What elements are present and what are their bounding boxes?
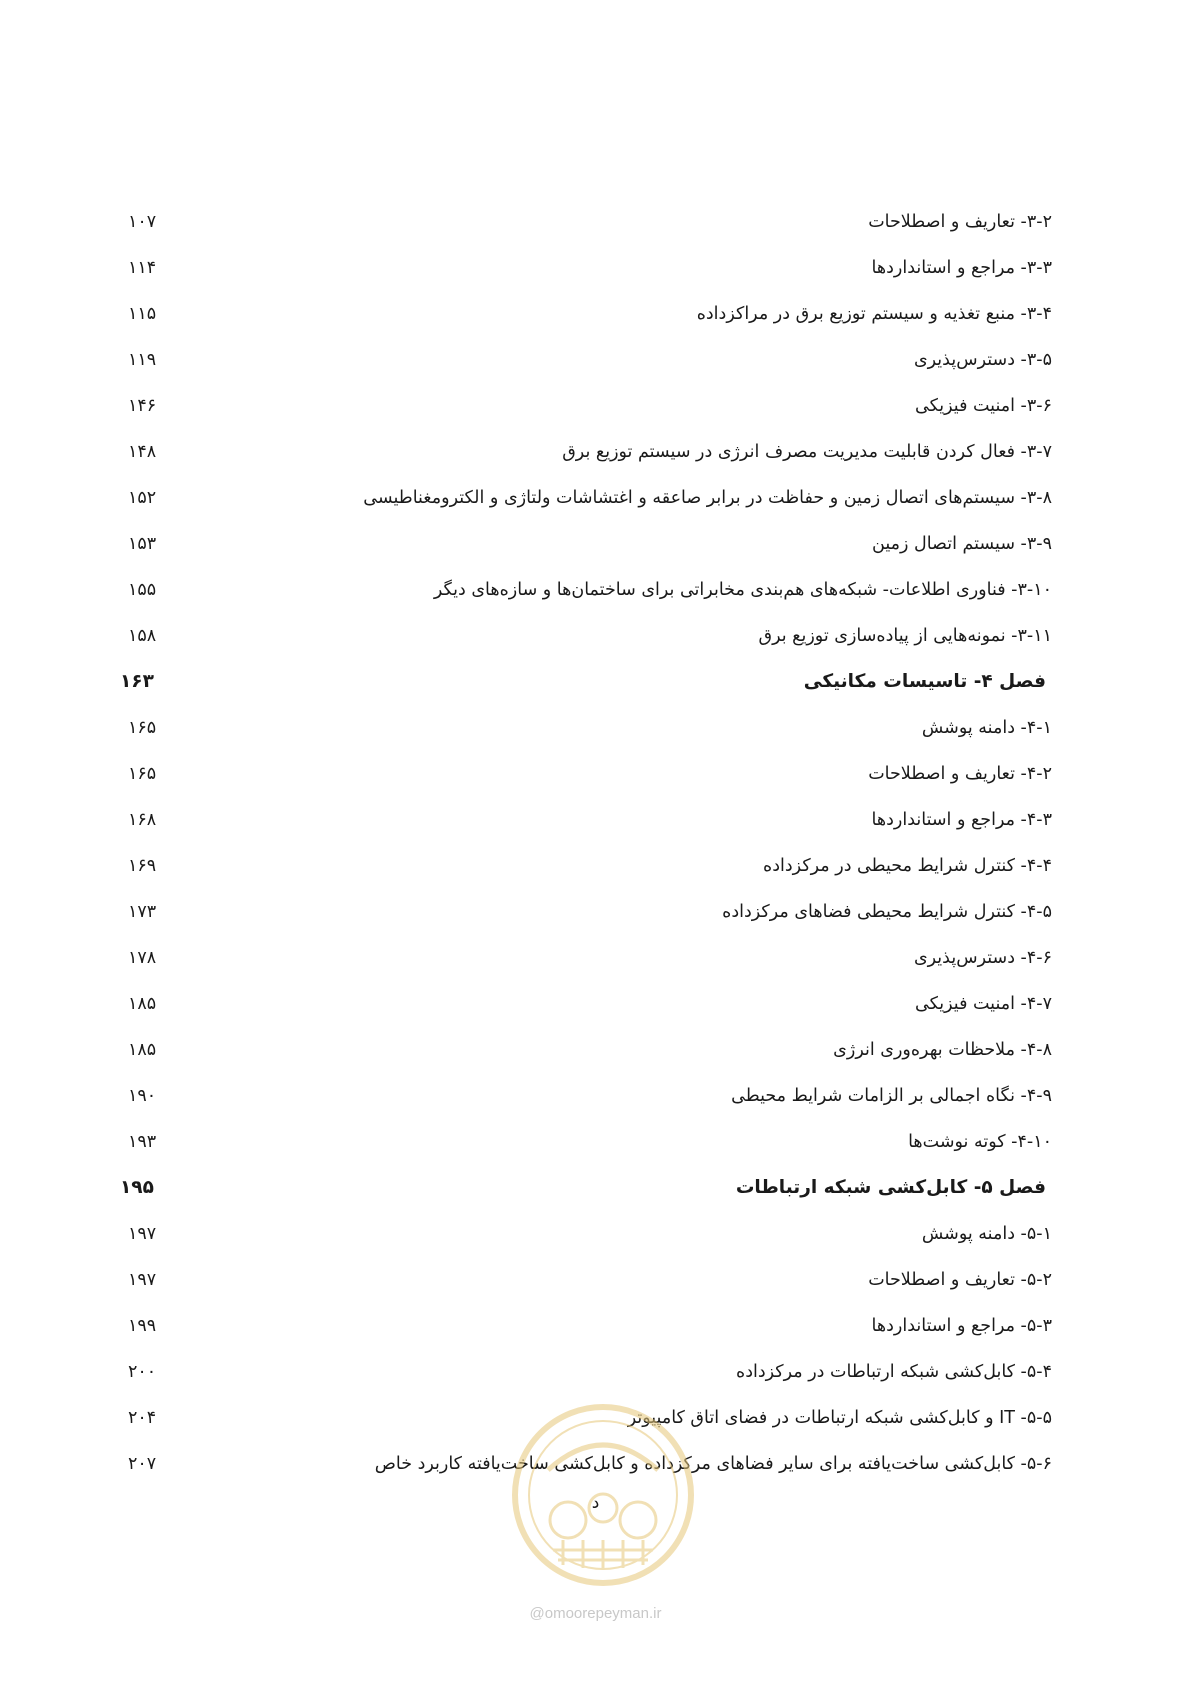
toc-entry-page: ۲۰۷ bbox=[128, 1454, 157, 1474]
toc-entry-title: ۳-۸- سیستم‌های اتصال زمین و حفاظت در برابر صاعقه و اغتشاشات ولتاژی و الکترومغناطیسی bbox=[363, 488, 1052, 508]
toc-entry-page: ۱۸۵ bbox=[128, 994, 157, 1014]
toc-entry[interactable] bbox=[120, 714, 1052, 760]
toc-entry-title: ۵-۵- IT و کابل‌کشی شبکه ارتباطات در فضای اتاق کامپیوتر bbox=[627, 1408, 1052, 1428]
toc-entry-page: ۱۹۳ bbox=[128, 1132, 157, 1152]
toc-entry[interactable] bbox=[120, 852, 1052, 898]
toc-entry-page: ۱۱۴ bbox=[128, 258, 157, 278]
toc-entry[interactable] bbox=[120, 530, 1052, 576]
toc-entry-title: ۵-۳- مراجع و استانداردها bbox=[871, 1316, 1052, 1336]
toc-entry-title: ۴-۲- تعاریف و اصطلاحات bbox=[868, 764, 1052, 784]
toc-entry[interactable] bbox=[120, 898, 1052, 944]
toc-entry-title: ۳-۴- منبع تغذیه و سیستم توزیع برق در مراکزداده bbox=[696, 304, 1052, 324]
toc-entry-title: فصل ۴- تاسیسات مکانیکی bbox=[803, 671, 1046, 692]
page-number: د bbox=[591, 1493, 600, 1513]
toc-entry-title: ۴-۱- دامنه پوشش bbox=[921, 718, 1052, 738]
toc-entry[interactable] bbox=[120, 1128, 1052, 1174]
omoorepeyman-logo-icon bbox=[508, 1400, 698, 1590]
toc-entry[interactable] bbox=[120, 1082, 1052, 1128]
toc-entry[interactable] bbox=[120, 990, 1052, 1036]
toc-entry-page: ۱۷۸ bbox=[128, 948, 157, 968]
toc-entry-page: ۱۶۳ bbox=[120, 671, 154, 692]
toc-entry-title: ۵-۶- کابل‌کشی ساخت‌یافته برای سایر فضاهای مرکزداده و کابل‌کشی ساخت‌یافته کاربرد خاص bbox=[374, 1454, 1052, 1474]
toc-entry-title: ۳-۱۱- نمونه‌هایی از پیاده‌سازی توزیع برق bbox=[758, 626, 1052, 646]
toc-entry-page: ۱۹۰ bbox=[128, 1086, 157, 1106]
toc-entry-page: ۱۴۸ bbox=[128, 442, 157, 462]
toc-entry-page: ۱۵۵ bbox=[128, 580, 157, 600]
toc-entry-page: ۱۹۵ bbox=[120, 1177, 154, 1198]
toc-entry[interactable] bbox=[120, 1358, 1052, 1404]
toc-entry-title: ۵-۴- کابل‌کشی شبکه ارتباطات در مرکزداده bbox=[736, 1362, 1052, 1382]
toc-entry-page: ۱۹۹ bbox=[128, 1316, 157, 1336]
toc-entry[interactable] bbox=[120, 300, 1052, 346]
table-of-contents bbox=[120, 208, 1052, 1496]
toc-entry[interactable] bbox=[120, 1036, 1052, 1082]
toc-entry[interactable] bbox=[120, 392, 1052, 438]
toc-chapter-heading[interactable] bbox=[120, 1174, 1052, 1220]
toc-entry-page: ۱۴۶ bbox=[128, 396, 157, 416]
toc-entry-title: ۴-۶- دسترس‌پذیری bbox=[913, 948, 1052, 968]
toc-entry-page: ۱۹۷ bbox=[128, 1270, 157, 1290]
toc-entry[interactable] bbox=[120, 622, 1052, 668]
toc-entry-title: ۳-۲- تعاریف و اصطلاحات bbox=[868, 212, 1052, 232]
toc-entry[interactable] bbox=[120, 1312, 1052, 1358]
toc-entry-title: ۴-۳- مراجع و استانداردها bbox=[871, 810, 1052, 830]
toc-entry-page: ۱۶۹ bbox=[128, 856, 157, 876]
toc-entry-title: ۳-۳- مراجع و استانداردها bbox=[871, 258, 1052, 278]
toc-entry-page: ۱۶۵ bbox=[128, 764, 157, 784]
toc-entry-page: ۱۹۷ bbox=[128, 1224, 157, 1244]
toc-entry-title: ۴-۷- امنیت فیزیکی bbox=[915, 994, 1052, 1014]
toc-entry[interactable] bbox=[120, 208, 1052, 254]
toc-entry-page: ۱۵۲ bbox=[128, 488, 157, 508]
toc-entry-page: ۱۶۵ bbox=[128, 718, 157, 738]
toc-entry[interactable] bbox=[120, 806, 1052, 852]
toc-entry[interactable] bbox=[120, 760, 1052, 806]
toc-entry[interactable] bbox=[120, 1220, 1052, 1266]
toc-entry-title: ۳-۷- فعال کردن قابلیت مدیریت مصرف انرژی در سیستم توزیع برق bbox=[562, 442, 1052, 462]
toc-entry-title: ۳-۹- سیستم اتصال زمین bbox=[872, 534, 1052, 554]
toc-entry-page: ۱۸۵ bbox=[128, 1040, 157, 1060]
toc-entry-page: ۱۱۵ bbox=[128, 304, 157, 324]
toc-entry[interactable] bbox=[120, 484, 1052, 530]
toc-entry-title: ۴-۸- ملاحظات بهره‌وری انرژی bbox=[833, 1040, 1052, 1060]
toc-entry[interactable] bbox=[120, 254, 1052, 300]
watermark-url: @omoorepeyman.ir bbox=[529, 1605, 662, 1622]
toc-entry[interactable] bbox=[120, 438, 1052, 484]
toc-entry-page: ۱۶۸ bbox=[128, 810, 157, 830]
toc-entry-title: ۳-۵- دسترس‌پذیری bbox=[913, 350, 1052, 370]
toc-entry-title: فصل ۵- کابل‌کشی شبکه ارتباطات bbox=[735, 1177, 1046, 1198]
toc-entry-page: ۲۰۰ bbox=[128, 1362, 157, 1382]
toc-entry-page: ۱۱۹ bbox=[128, 350, 157, 370]
toc-entry-title: ۳-۶- امنیت فیزیکی bbox=[915, 396, 1052, 416]
toc-entry-page: ۱۷۳ bbox=[128, 902, 157, 922]
toc-chapter-heading[interactable] bbox=[120, 668, 1052, 714]
toc-entry-title: ۵-۲- تعاریف و اصطلاحات bbox=[868, 1270, 1052, 1290]
toc-entry-page: ۲۰۴ bbox=[128, 1408, 157, 1428]
toc-entry-title: ۳-۱۰- فناوری اطلاعات- شبکه‌های هم‌بندی مخابراتی برای ساختمان‌ها و سازه‌های دیگر bbox=[433, 580, 1052, 600]
toc-entry[interactable] bbox=[120, 346, 1052, 392]
toc-entry-title: ۵-۱- دامنه پوشش bbox=[921, 1224, 1052, 1244]
toc-entry-page: ۱۰۷ bbox=[128, 212, 157, 232]
toc-entry-page: ۱۵۸ bbox=[128, 626, 157, 646]
toc-entry-title: ۴-۴- کنترل شرایط محیطی در مرکزداده bbox=[763, 856, 1052, 876]
toc-entry-title: ۴-۹- نگاه اجمالی بر الزامات شرایط محیطی bbox=[731, 1086, 1052, 1106]
toc-entry[interactable] bbox=[120, 1266, 1052, 1312]
toc-entry[interactable] bbox=[120, 944, 1052, 990]
toc-entry-page: ۱۵۳ bbox=[128, 534, 157, 554]
toc-entry[interactable] bbox=[120, 576, 1052, 622]
toc-entry-title: ۴-۱۰- کوته نوشت‌ها bbox=[908, 1132, 1052, 1152]
toc-entry-title: ۴-۵- کنترل شرایط محیطی فضاهای مرکزداده bbox=[722, 902, 1052, 922]
